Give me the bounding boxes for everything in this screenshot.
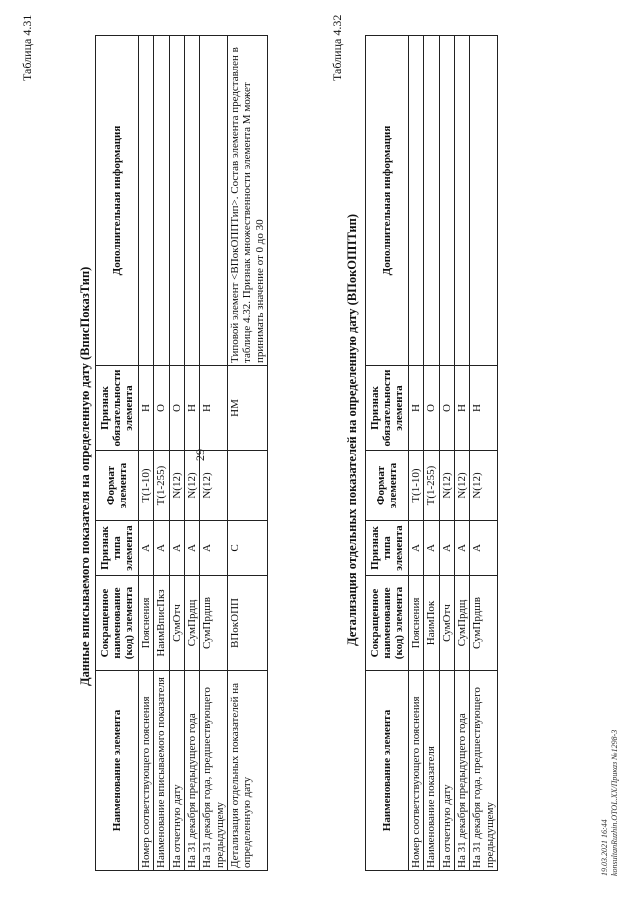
table-cell: ВПокОПП <box>227 576 267 671</box>
table-row <box>409 36 424 871</box>
table-4-32 <box>365 35 498 871</box>
table-cell: Н <box>454 366 469 451</box>
table-row <box>200 36 228 871</box>
table-cell: На отчетную дату <box>439 671 454 871</box>
table-cell <box>227 451 267 521</box>
table-cell: С <box>227 521 267 576</box>
table-row <box>154 36 169 871</box>
column-header: Наименование элемента <box>96 671 139 871</box>
table-cell: На отчетную дату <box>169 671 184 871</box>
table-cell: СумПрдщ <box>454 576 469 671</box>
table-cell: N(12) <box>439 451 454 521</box>
table-caption-4-32: Таблица 4.32 <box>330 14 344 81</box>
column-header: Сокращенное наименование (код) элемента <box>96 576 139 671</box>
table-cell: НМ <box>227 366 267 451</box>
table-cell: А <box>139 521 154 576</box>
table-cell: N(12) <box>200 451 228 521</box>
table-cell: На 31 декабря предыдущего года <box>454 671 469 871</box>
table-cell: О <box>154 366 169 451</box>
table-cell: N(12) <box>470 451 498 521</box>
table-cell: А <box>424 521 439 576</box>
table-cell: О <box>424 366 439 451</box>
table-cell: А <box>470 521 498 576</box>
table-cell <box>139 36 154 366</box>
table-cell: Н <box>409 366 424 451</box>
table-header-row <box>96 36 139 871</box>
table-row <box>454 36 469 871</box>
table-cell: N(12) <box>169 451 184 521</box>
table-cell: НаимВписПкз <box>154 576 169 671</box>
table-row <box>139 36 154 871</box>
table-row <box>470 36 498 871</box>
table-cell: T(1-255) <box>154 451 169 521</box>
table-cell <box>409 36 424 366</box>
column-header: Признак типа элемента <box>366 521 409 576</box>
table-cell: Типовой элемент <ВПокОППТип>. Состав элемента представлен в таблице 4.32. Признак множественности элемента М может принимать значение от 0 до 30 <box>227 36 267 366</box>
column-header: Наименование элемента <box>366 671 409 871</box>
table-cell: Пояснения <box>409 576 424 671</box>
table-cell: Детализация отдельных показателей на определенную дату <box>227 671 267 871</box>
table-cell: СумПрдщ <box>184 576 199 671</box>
column-header: Формат элемента <box>366 451 409 521</box>
table-cell: Наименование вписываемого показателя <box>154 671 169 871</box>
table-cell: T(1-255) <box>424 451 439 521</box>
table-cell: Пояснения <box>139 576 154 671</box>
column-header: Дополнительная информация <box>366 36 409 366</box>
table-row <box>184 36 199 871</box>
column-header: Сокращенное наименование (код) элемента <box>366 576 409 671</box>
table-cell: N(12) <box>184 451 199 521</box>
table-cell: Номер соответствующего пояснения <box>409 671 424 871</box>
table-title-4-31: Данные вписываемого показателя на определенную дату (ВписПоказТип) <box>78 266 92 686</box>
table-cell: СумОтч <box>169 576 184 671</box>
table-cell: Наименование показателя <box>424 671 439 871</box>
table-cell: СумПрдшв <box>470 576 498 671</box>
table-cell <box>439 36 454 366</box>
table-cell: На 31 декабря года, предшествующего предыдущему <box>470 671 498 871</box>
table-cell: СумОтч <box>439 576 454 671</box>
column-header: Признак обязательности элемента <box>366 366 409 451</box>
table-cell: На 31 декабря предыдущего года <box>184 671 199 871</box>
table-cell: СумПрдшв <box>200 576 228 671</box>
table-cell: А <box>439 521 454 576</box>
table-cell: А <box>184 521 199 576</box>
table-cell: А <box>169 521 184 576</box>
column-header: Признак обязательности элемента <box>96 366 139 451</box>
page-number: 29 <box>193 449 207 461</box>
table-cell <box>470 36 498 366</box>
column-header: Формат элемента <box>96 451 139 521</box>
table-header-row <box>366 36 409 871</box>
table-cell: Н <box>139 366 154 451</box>
table-row <box>424 36 439 871</box>
table-row <box>439 36 454 871</box>
table-cell <box>200 36 228 366</box>
footnote-line: konsultanRuzhin.OTOL.XX/Приказ №1298-3 <box>609 729 619 876</box>
table-cell: Н <box>470 366 498 451</box>
table-cell: N(12) <box>454 451 469 521</box>
table-cell: T(1-10) <box>409 451 424 521</box>
table-cell <box>454 36 469 366</box>
table-row <box>227 36 267 871</box>
table-cell <box>169 36 184 366</box>
footnote-line: 19.03.2021 16:44 <box>600 819 609 876</box>
table-cell: А <box>409 521 424 576</box>
table-cell: T(1-10) <box>139 451 154 521</box>
table-cell: На 31 декабря года, предшествующего предыдущему <box>200 671 228 871</box>
table-title-4-32: Детализация отдельных показателей на определенную дату (ВПокОППТип) <box>345 213 359 646</box>
table-4-31 <box>95 35 268 871</box>
column-header: Признак типа элемента <box>96 521 139 576</box>
table-cell <box>184 36 199 366</box>
column-header: Дополнительная информация <box>96 36 139 366</box>
table-row <box>169 36 184 871</box>
table-cell <box>154 36 169 366</box>
table-cell <box>424 36 439 366</box>
table-cell: А <box>454 521 469 576</box>
table-cell: О <box>169 366 184 451</box>
table-caption-4-31: Таблица 4.31 <box>20 14 34 81</box>
table-cell: НаимПок <box>424 576 439 671</box>
footnote <box>600 730 619 876</box>
table-cell: А <box>154 521 169 576</box>
table-cell: Н <box>184 366 199 451</box>
table-cell: А <box>200 521 228 576</box>
table-cell: Н <box>200 366 228 451</box>
table-cell: О <box>439 366 454 451</box>
table-cell: Номер соответствующего пояснения <box>139 671 154 871</box>
